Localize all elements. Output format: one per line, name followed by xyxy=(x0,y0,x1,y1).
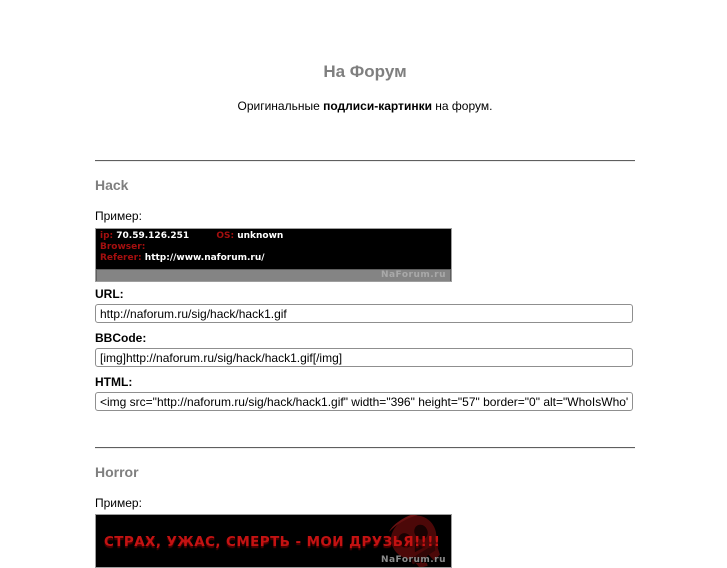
section-heading-horror: Horror xyxy=(95,464,139,480)
section-divider xyxy=(95,160,635,162)
example-label: Пример: xyxy=(95,496,142,510)
hack-preview-browser-line xyxy=(100,242,451,253)
horror-caption-text: СТРАХ, УЖАС, СМЕРТЬ - МОИ ДРУЗЬЯ!!!! xyxy=(104,534,441,550)
html-label: HTML: xyxy=(95,375,133,389)
bbcode-input[interactable] xyxy=(95,348,633,367)
page-title: На Форум xyxy=(323,62,407,81)
html-input[interactable] xyxy=(95,392,633,411)
section-hack xyxy=(95,177,635,411)
hack-signature-preview-image xyxy=(95,228,452,282)
os-value: unknown xyxy=(237,231,284,241)
referer-value: http://www.naforum.ru/ xyxy=(144,253,265,263)
referer-label: Referer: xyxy=(100,253,142,263)
browser-label: Browser: xyxy=(100,242,146,252)
page-subtitle xyxy=(95,99,635,113)
bbcode-label: BBCode: xyxy=(95,331,147,345)
hack-preview-referer-line xyxy=(100,253,451,264)
os-label: OS: xyxy=(216,231,235,241)
ip-label: ip: xyxy=(100,231,114,241)
section-horror xyxy=(95,464,635,568)
url-input[interactable] xyxy=(95,304,633,323)
ip-value: 70.59.126.251 xyxy=(116,231,190,241)
url-label: URL: xyxy=(95,287,124,301)
subtitle-suffix: на форум. xyxy=(431,99,493,113)
example-label: Пример: xyxy=(95,209,142,223)
subtitle-prefix: Оригинальные xyxy=(237,99,324,113)
horror-signature-preview-image xyxy=(95,514,452,568)
section-heading-hack: Hack xyxy=(95,177,129,193)
naforum-watermark: NaForum.ru xyxy=(380,555,446,565)
hack-preview-ip-line xyxy=(100,231,451,242)
section-divider xyxy=(95,447,635,449)
subtitle-bold: подлиси-картинки xyxy=(323,99,432,113)
hack-preview-lines xyxy=(96,229,451,264)
naforum-watermark: NaForum.ru xyxy=(96,269,451,281)
page-container xyxy=(95,0,635,568)
